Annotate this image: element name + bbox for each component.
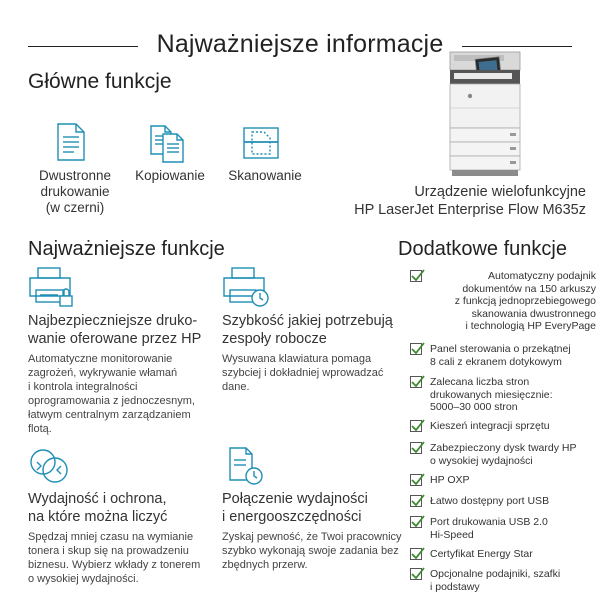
additional-item-line: Łatwo dostępny port USB xyxy=(430,495,550,507)
check-icon xyxy=(410,376,422,388)
feature-security-desc-5: łatwym centralnym zarządzaniem xyxy=(28,409,191,421)
feature-security-title-2: wanie oferowane przez HP xyxy=(28,331,202,347)
additional-item-line: 5000–30 000 stron xyxy=(430,401,518,413)
scan-icon xyxy=(240,122,284,168)
check-icon xyxy=(410,343,422,355)
feature-speed-title-2: zespoły robocze xyxy=(222,331,327,347)
main-function-copy xyxy=(125,120,215,190)
feature-speed-desc-1: Wysuwana klawiatura pomaga xyxy=(222,353,372,365)
additional-item-line: drukowanych miesięcznie: xyxy=(430,388,553,401)
additional-item-line: i technologią HP EveryPage xyxy=(465,320,596,332)
feature-efficiency-title-1: Wydajność i ochrona, xyxy=(28,491,167,507)
additional-item-line: Zabezpieczony dysk twardy HP xyxy=(430,442,577,454)
additional-item-line: skanowania dwustronnego xyxy=(471,307,596,320)
recycle-circles-icon xyxy=(28,444,72,493)
copy-label: Kopiowanie xyxy=(135,168,205,183)
additional-item-usb-access xyxy=(410,495,596,509)
feature-security-title-1: Najbezpieczniejsze druko- xyxy=(28,313,198,329)
feature-security-desc-4: oprogramowania z jednoczesnym, xyxy=(28,395,195,407)
header-rule-right xyxy=(462,46,572,47)
additional-item-line: HP OXP xyxy=(430,474,470,486)
scan-label: Skanowanie xyxy=(228,168,302,183)
check-icon xyxy=(410,442,422,454)
check-icon xyxy=(410,474,422,486)
additional-item-line: Port drukowania USB 2.0 xyxy=(430,516,548,528)
document-clock-icon xyxy=(222,444,268,493)
additional-item-trays xyxy=(410,568,596,596)
additional-item-hdd xyxy=(410,442,596,470)
feature-energy-desc-3: zbędnych przerw. xyxy=(222,559,308,571)
feature-energy-desc-1: Zyskaj pewność, że Twoi pracownicy xyxy=(222,531,402,543)
additional-features-heading: Dodatkowe funkcje xyxy=(398,238,567,260)
feature-security-desc-3: i kontrola integralności xyxy=(28,381,138,393)
main-function-duplex xyxy=(30,120,120,220)
feature-efficiency-desc-4: o wysokiej wydajności. xyxy=(28,573,139,585)
feature-energy xyxy=(222,444,402,574)
product-name xyxy=(354,183,586,219)
additional-item-line: 8 cali z ekranem dotykowym xyxy=(430,355,562,368)
feature-speed-title-1: Szybkość jakiej potrzebują xyxy=(222,313,393,329)
product-line-1: Urządzenie wielofunkcyjne xyxy=(414,184,586,200)
feature-energy-title-2: i energooszczędności xyxy=(222,509,362,525)
feature-efficiency-desc-2: tonera i skup się na prowadzeniu xyxy=(28,545,189,557)
additional-item-line: Hi-Speed xyxy=(430,528,474,541)
check-icon xyxy=(410,548,422,560)
printer-illustration xyxy=(440,50,530,180)
main-function-scan xyxy=(220,120,310,190)
feature-speed xyxy=(222,266,402,396)
check-icon xyxy=(410,420,422,432)
additional-item-line: i podstawy xyxy=(430,580,480,593)
additional-item-line: dokumentów na 150 arkuszy xyxy=(462,282,596,295)
feature-efficiency-desc-1: Spędzaj mniej czasu na wymianie xyxy=(28,531,194,543)
check-icon xyxy=(410,516,422,528)
feature-security-desc-1: Automatyczne monitorowanie xyxy=(28,353,173,365)
printer-lock-icon xyxy=(28,266,78,313)
additional-item-pocket xyxy=(410,420,596,434)
feature-security-desc-6: flotą. xyxy=(28,423,52,435)
additional-item-line: z funkcją jednoprzebiegowego xyxy=(454,295,596,307)
check-icon xyxy=(410,495,422,507)
feature-speed-desc-2: szybciej i dokładniej wprowadzać xyxy=(222,367,384,379)
additional-item-line: Automatyczny podajnik xyxy=(488,270,596,282)
feature-energy-title-1: Połączenie wydajności xyxy=(222,491,368,507)
additional-item-usb-port xyxy=(410,516,596,544)
additional-item-panel xyxy=(410,343,596,371)
printer-clock-icon xyxy=(222,266,272,313)
additional-item-line: o wysokiej wydajności xyxy=(430,454,533,467)
additional-item-energy-star xyxy=(410,548,596,562)
feature-efficiency xyxy=(28,444,218,594)
additional-item-duty xyxy=(410,376,596,416)
additional-item-line: Opcjonalne podajniki, szafki xyxy=(430,568,561,580)
copy-documents-icon xyxy=(147,122,189,168)
additional-item-line: Kieszeń integracji sprzętu xyxy=(430,420,550,432)
duplex-document-icon xyxy=(52,122,92,168)
check-icon xyxy=(410,568,422,580)
page-title: Najważniejsze informacje xyxy=(156,30,444,58)
feature-security xyxy=(28,266,218,446)
check-icon xyxy=(410,270,422,282)
duplex-label-line-3: (w czerni) xyxy=(45,200,105,215)
additional-item-line: Zalecana liczba stron xyxy=(430,376,530,388)
additional-item-line: Panel sterowania o przekątnej xyxy=(430,343,571,355)
additional-item-line: Certyfikat Energy Star xyxy=(430,548,533,560)
product-line-2: HP LaserJet Enterprise Flow M635z xyxy=(354,202,586,218)
feature-efficiency-title-2: na które można liczyć xyxy=(28,509,168,525)
feature-security-desc-2: zagrożeń, wykrywanie włamań xyxy=(28,367,178,379)
feature-speed-desc-3: dane. xyxy=(222,381,250,393)
feature-efficiency-desc-3: biznesu. Wybierz wkłady z tonerem xyxy=(28,559,201,571)
feature-energy-desc-2: szybko wykonają swoje zadania bez xyxy=(222,545,399,557)
duplex-label-line-1: Dwustronne xyxy=(38,168,112,183)
main-functions-heading: Główne funkcje xyxy=(28,70,172,93)
additional-item-adf xyxy=(410,270,596,336)
duplex-label-line-2: drukowanie xyxy=(40,184,110,199)
additional-item-oxp xyxy=(410,474,596,488)
key-features-heading: Najważniejsze funkcje xyxy=(28,238,225,260)
